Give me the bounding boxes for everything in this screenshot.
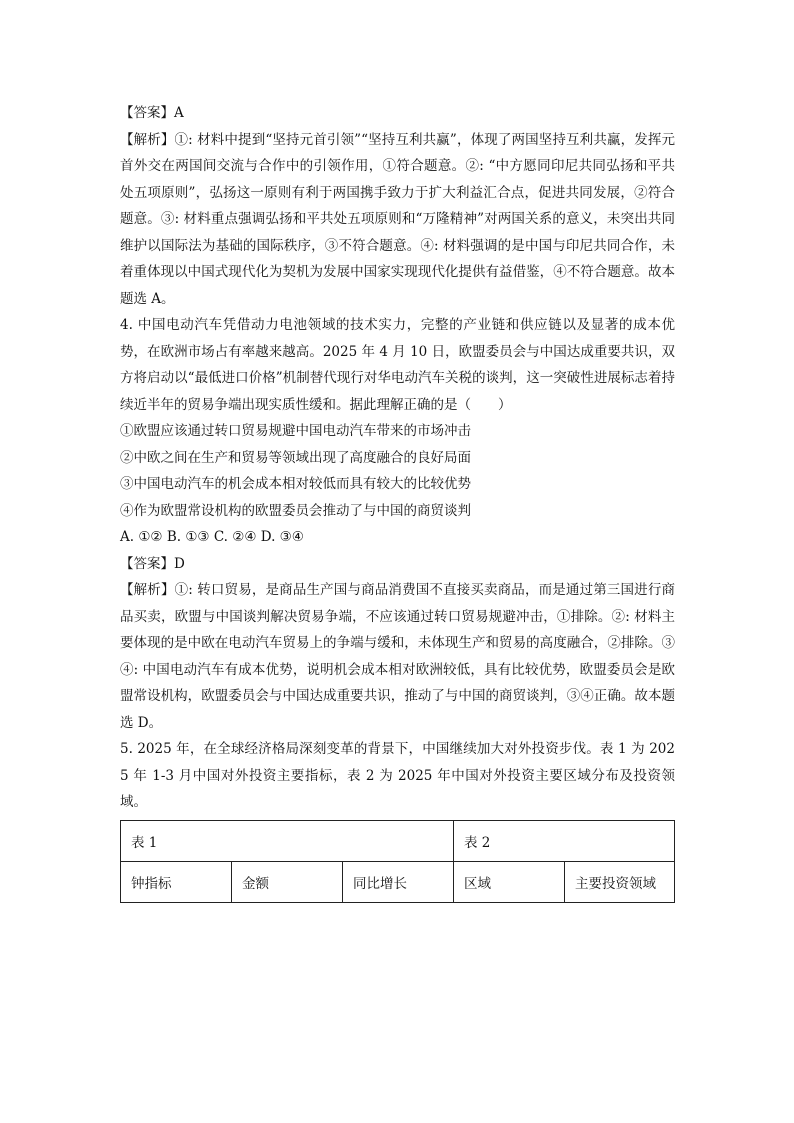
q4-analysis: 【解析】①: 转口贸易，是商品生产国与商品消费国不直接买卖商品，而是通过第三国进行商品买卖，欧盟与中国谈判解决贸易争端，不应该通过转口贸易规避冲击，①排除。②: 材料主要体现的是中欧在电动汽车贸易上的争端与缓和，未体现生产和贸易的高度融合，②排除。③④: 中国电动汽车有成本优势，说明机会成本相对欧洲较低，具有比较优势，欧盟委员会是欧盟常设机构，欧盟委员会与中国达成重要共识，推动了与中国的商贸谈判，③④正确。故本题选 D。 xyxy=(120,582,675,731)
q5-table xyxy=(120,820,675,903)
q4-option-4: ④作为欧盟常设机构的欧盟委员会推动了与中国的商贸谈判 xyxy=(120,502,471,519)
q4-choices: A. ①② B. ①③ C. ②④ D. ③④ xyxy=(120,529,304,545)
q4-option-2: ②中欧之间在生产和贸易等领域出现了高度融合的良好局面 xyxy=(120,449,471,466)
q4-stem: 4. 中国电动汽车凭借动力电池领域的技术实力，完整的产业链和供应链以及显著的成本优势，在欧洲市场占有率越来越高。2025 年 4 月 10 日，欧盟委员会与中国达成重要共识，双方将启动以“最低进口价格”机制替代现行对华电动汽车关税的谈判，这一突破性进展标志着持续近半年的贸易争端出现实质性缓和。据此理解正确的是（ ） xyxy=(120,317,675,413)
table-header-cell: 钟指标 xyxy=(121,861,232,902)
table-header-cell: 主要投资领域 xyxy=(565,861,675,902)
q3-analysis: 【解析】①: 材料中提到“坚持元首引领”“坚持互利共赢”，体现了两国坚持互利共赢，发挥元首外交在两国间交流与合作中的引领作用，①符合题意。②: “中方愿同印尼共同弘扬和平共处五项原则”，弘扬这一原则有利于两国携手致力于扩大利益汇合点，促进共同发展，②符合题意。③: 材料重点强调弘扬和平共处五项原则和“万隆精神”对两国关系的意义，未突出共同维护以国际法为基础的国际秩序，③不符合题意。④: 材料强调的是中国与印尼共同合作，未着重体现以中国式现代化为契机为发展中国家实现现代化提供有益借鉴，④不符合题意。故本题选 A。 xyxy=(120,131,675,307)
table2-title: 表 2 xyxy=(454,820,675,861)
table-header-row xyxy=(121,861,675,902)
table-header-cell: 金额 xyxy=(232,861,343,902)
q3-answer: 【答案】A xyxy=(120,105,184,121)
q4-answer: 【答案】D xyxy=(120,555,185,572)
table-title-row xyxy=(121,820,675,861)
q4-option-1: ①欧盟应该通过转口贸易规避中国电动汽车带来的市场冲击 xyxy=(120,423,471,439)
table-header-cell: 区域 xyxy=(454,861,565,902)
page-content xyxy=(120,100,675,903)
table-header-cell: 同比增长 xyxy=(343,861,454,902)
table1-title: 表 1 xyxy=(121,820,454,861)
q5-stem: 5. 2025 年，在全球经济格局深刻变革的背景下，中国继续加大对外投资步伐。表 1 为 2025 年 1-3 月中国对外投资主要指标，表 2 为 2025 年中国对外投资主要区域分布及投资领域。 xyxy=(120,741,675,810)
q4-option-3: ③中国电动汽车的机会成本相对较低而具有较大的比较优势 xyxy=(120,476,471,492)
